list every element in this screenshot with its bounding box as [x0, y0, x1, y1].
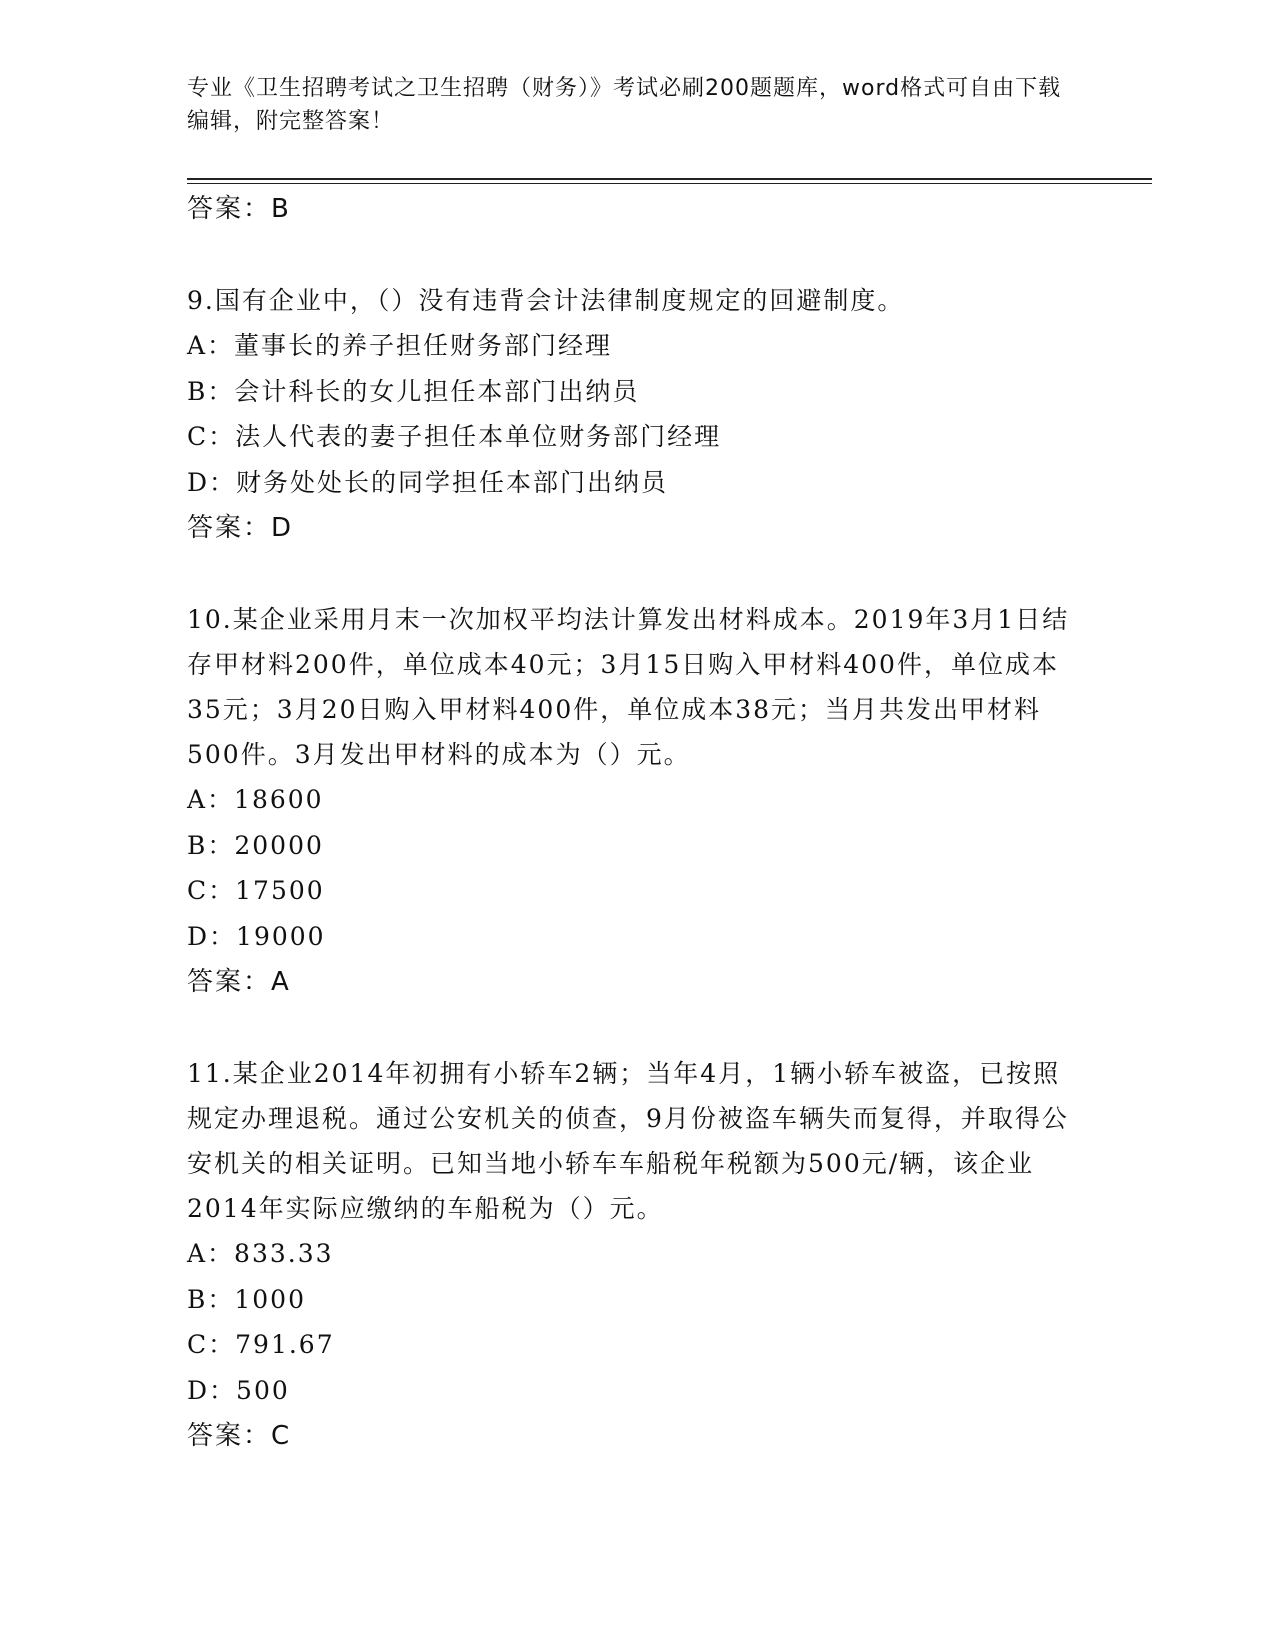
question-list [187, 186, 1087, 1459]
option-c: C：791.67 [187, 1330, 335, 1359]
option-d: D：500 [187, 1375, 290, 1405]
question-block-9 [187, 278, 1087, 551]
option-d: D：财务处处长的同学担任本部门出纳员 [187, 467, 669, 497]
question-stem: 11.某企业2014年初拥有小轿车2辆；当年4月，1辆小轿车被盗，已按照规定办理退税。通过公安机关的侦查，9月份被盗车辆失而复得，并取得公安机关的相关证明。已知当地小轿车车船税年税额为500元/辆，该企业2014年实际应缴纳的车船税为（）元。 [187, 1059, 1069, 1223]
header-divider-thick [187, 178, 1152, 180]
question-stem: 9.国有企业中，（）没有违背会计法律制度规定的回避制度。 [187, 286, 905, 315]
question-block-10 [187, 597, 1087, 1005]
option-a: A：18600 [187, 785, 324, 814]
option-b: B：会计科长的女儿担任本部门出纳员 [187, 376, 640, 406]
header-text: 专业《卫生招聘考试之卫生招聘（财务）》考试必刷200题题库，word格式可自由下载编辑，附完整答案！ [187, 76, 1062, 134]
option-c: C：17500 [187, 876, 325, 905]
answer: 答案：A [187, 967, 291, 997]
answer-previous: 答案：B [187, 194, 291, 224]
option-a: A：833.33 [187, 1239, 334, 1268]
option-c: C：法人代表的妻子担任本单位财务部门经理 [187, 422, 722, 451]
option-b: B：20000 [187, 830, 324, 860]
answer: 答案：C [187, 1421, 292, 1451]
spacer [187, 232, 1087, 278]
question-block-11 [187, 1051, 1087, 1459]
option-b: B：1000 [187, 1284, 306, 1314]
question-stem: 10.某企业采用月末一次加权平均法计算发出材料成本。2019年3月1日结存甲材料200件，单位成本40元；3月15日购入甲材料400件，单位成本35元；3月20日购入甲材料400件，单位成本38元；当月共发出甲材料500件。3月发出甲材料的成本为（）元。 [187, 605, 1070, 769]
answer: 答案：D [187, 513, 294, 543]
document-header [187, 72, 1067, 138]
spacer [187, 1005, 1087, 1051]
option-d: D：19000 [187, 921, 326, 951]
spacer [187, 551, 1087, 597]
header-divider-thin [187, 183, 1152, 184]
option-a: A：董事长的养子担任财务部门经理 [187, 331, 613, 360]
